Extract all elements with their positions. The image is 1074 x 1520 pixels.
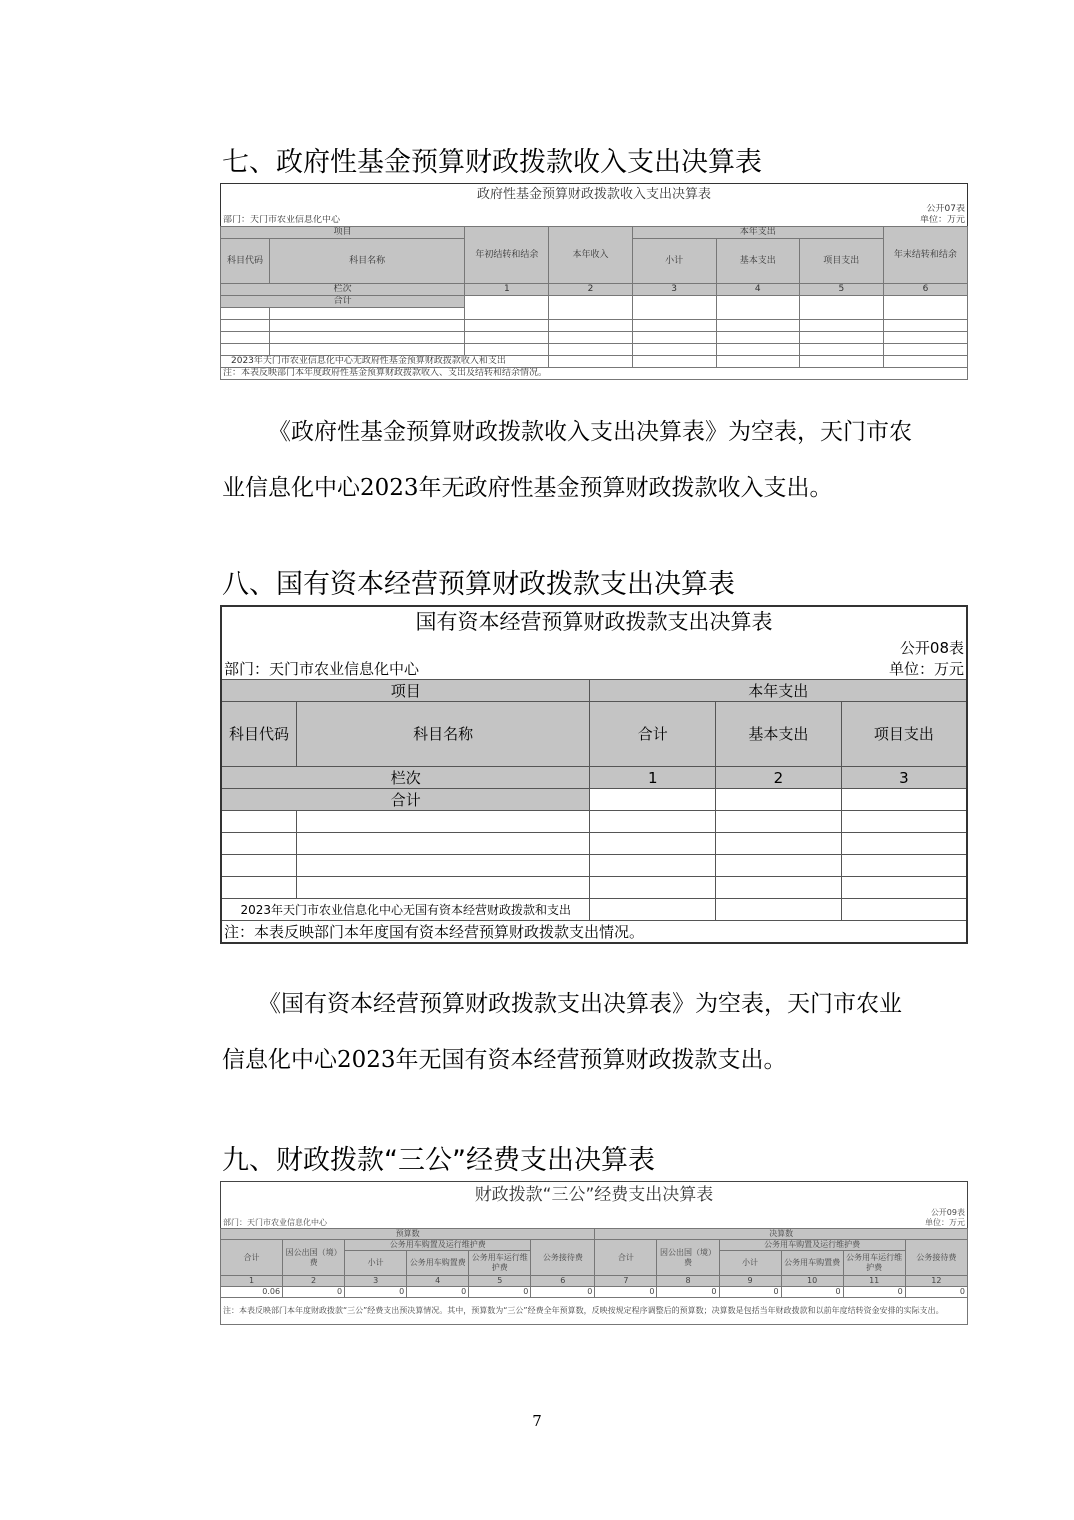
section7-heading: 七、政府性基金预算财政拨款收入支出决算表: [222, 147, 762, 178]
subtotal-header: 小计: [632, 239, 716, 284]
department-label: 部门：天门市农业信息化中心: [223, 215, 341, 225]
col-number: 2: [549, 284, 632, 296]
col-number: 6: [883, 284, 967, 296]
current-income-header: 本年收入: [549, 227, 632, 284]
subtotal-header: 小计: [719, 1251, 781, 1276]
col-number: 10: [781, 1276, 843, 1287]
project-expense-header: 项目支出: [841, 702, 967, 767]
reception-header: 公务接待费: [905, 1240, 967, 1276]
col-number: 3: [841, 767, 967, 789]
section7-paragraph: 《政府性基金预算财政拨款收入支出决算表》为空表，天门市农业信息化中心2023年无政府性基金预算财政拨款收入支出。: [222, 419, 912, 501]
travel-header: 因公出国（境）费: [283, 1240, 345, 1276]
value-cell: 0: [843, 1287, 905, 1298]
department-label: 部门：天门市农业信息化中心: [224, 659, 420, 678]
col-number: 12: [905, 1276, 967, 1287]
value-cell: 0: [905, 1287, 967, 1298]
table-note: 注：本表反映部门本年度国有资本经营预算财政拨款支出情况。: [221, 921, 967, 944]
section8-heading: 八、国有资本经营预算财政拨款支出决算表: [222, 569, 735, 600]
total-row-label: 合计: [221, 296, 465, 308]
col-number: 5: [799, 284, 883, 296]
purchase-header: 公务用车购置费: [781, 1251, 843, 1276]
current-expense-header: 本年支出: [590, 680, 967, 702]
table-title: 财政拨款“三公”经费支出决算表: [474, 1185, 714, 1205]
col-number: 5: [469, 1276, 531, 1287]
item-header: 项目: [221, 227, 465, 239]
value-cell: 0: [469, 1287, 531, 1298]
sum-header: 合计: [595, 1240, 657, 1276]
table-note: 注：本表反映部门本年度财政拨款“三公”经费支出预决算情况。其中，预算数为“三公”经费全年预算数，反映按规定程序调整后的预算数；决算数是包括当年财政拨款和以前年度结转资金安排的实际支出。: [221, 1298, 968, 1325]
col-number: 3: [632, 284, 716, 296]
form-number: 公开08表: [899, 638, 964, 657]
operate-header: 公务用车运行维护费: [469, 1251, 531, 1276]
operate-header: 公务用车运行维护费: [843, 1251, 905, 1276]
purchase-header: 公务用车购置费: [407, 1251, 469, 1276]
table-title: 政府性基金预算财政拨款收入支出决算表: [476, 186, 711, 202]
table-title: 国有资本经营预算财政拨款支出决算表: [415, 610, 773, 634]
sum-header: 合计: [590, 702, 716, 767]
code-header: 科目代码: [221, 702, 296, 767]
col-number: 3: [345, 1276, 407, 1287]
row-label: 栏次: [221, 284, 465, 296]
vehicle-group-header: 公务用车购置及运行维护费: [719, 1240, 905, 1251]
gov-fund-table: [220, 183, 968, 380]
current-expense-header: 本年支出: [632, 227, 883, 239]
value-cell: 0: [657, 1287, 719, 1298]
value-cell: 0: [283, 1287, 345, 1298]
value-cell: 0: [595, 1287, 657, 1298]
value-cell: 0: [719, 1287, 781, 1298]
empty-note: 2023年天门市农业信息化中心无政府性基金预算财政拨款收入和支出: [221, 356, 549, 368]
col-number: 2: [716, 767, 842, 789]
travel-header: 因公出国（境）费: [657, 1240, 719, 1276]
unit-label: 单位：万元: [925, 1218, 965, 1227]
section8-paragraph: 《国有资本经营预算财政拨款支出决算表》为空表，天门市农业信息化中心2023年无国有资本经营预算财政拨款支出。: [222, 991, 902, 1073]
final-header: 决算数: [595, 1229, 968, 1240]
col-number: 8: [657, 1276, 719, 1287]
form-number: 公开09表: [930, 1208, 965, 1217]
col-number: 1: [465, 284, 549, 296]
three-public-expense-table: [220, 1181, 968, 1325]
department-label: 部门：天门市农业信息化中心: [223, 1218, 327, 1227]
unit-label: 单位：万元: [888, 659, 964, 678]
col-number: 4: [407, 1276, 469, 1287]
state-capital-table: [220, 605, 968, 944]
value-cell: 0: [407, 1287, 469, 1298]
reception-header: 公务接待费: [531, 1240, 595, 1276]
col-number: 11: [843, 1276, 905, 1287]
form-number: 公开07表: [926, 204, 965, 214]
col-number: 1: [590, 767, 716, 789]
value-cell: 0: [531, 1287, 595, 1298]
col-number: 9: [719, 1276, 781, 1287]
value-cell: 0: [781, 1287, 843, 1298]
project-expense-header: 项目支出: [799, 239, 883, 284]
name-header: 科目名称: [296, 702, 590, 767]
basic-expense-header: 基本支出: [716, 702, 842, 767]
name-header: 科目名称: [270, 239, 465, 284]
total-row-label: 合计: [221, 789, 590, 811]
vehicle-group-header: 公务用车购置及运行维护费: [345, 1240, 531, 1251]
item-header: 项目: [221, 680, 590, 702]
beginning-balance-header: 年初结转和结余: [465, 227, 549, 284]
basic-expense-header: 基本支出: [716, 239, 799, 284]
row-label: 栏次: [221, 767, 590, 789]
value-cell: 0.06: [221, 1287, 283, 1298]
col-number: 7: [595, 1276, 657, 1287]
ending-balance-header: 年末结转和结余: [883, 227, 967, 284]
value-cell: 0: [345, 1287, 407, 1298]
empty-note: 2023年天门市农业信息化中心无国有资本经营财政拨款和支出: [221, 899, 590, 921]
code-header: 科目代码: [221, 239, 270, 284]
subtotal-header: 小计: [345, 1251, 407, 1276]
col-number: 6: [531, 1276, 595, 1287]
unit-label: 单位：万元: [919, 215, 965, 225]
page-number: 7: [532, 1412, 542, 1430]
sum-header: 合计: [221, 1240, 283, 1276]
col-number: 2: [283, 1276, 345, 1287]
budget-header: 预算数: [221, 1229, 595, 1240]
col-number: 4: [716, 284, 799, 296]
section9-heading: 九、财政拨款“三公”经费支出决算表: [222, 1145, 655, 1176]
col-number: 1: [221, 1276, 283, 1287]
table-note: 注：本表反映部门本年度政府性基金预算财政拨款收入、支出及结转和结余情况。: [221, 368, 968, 380]
